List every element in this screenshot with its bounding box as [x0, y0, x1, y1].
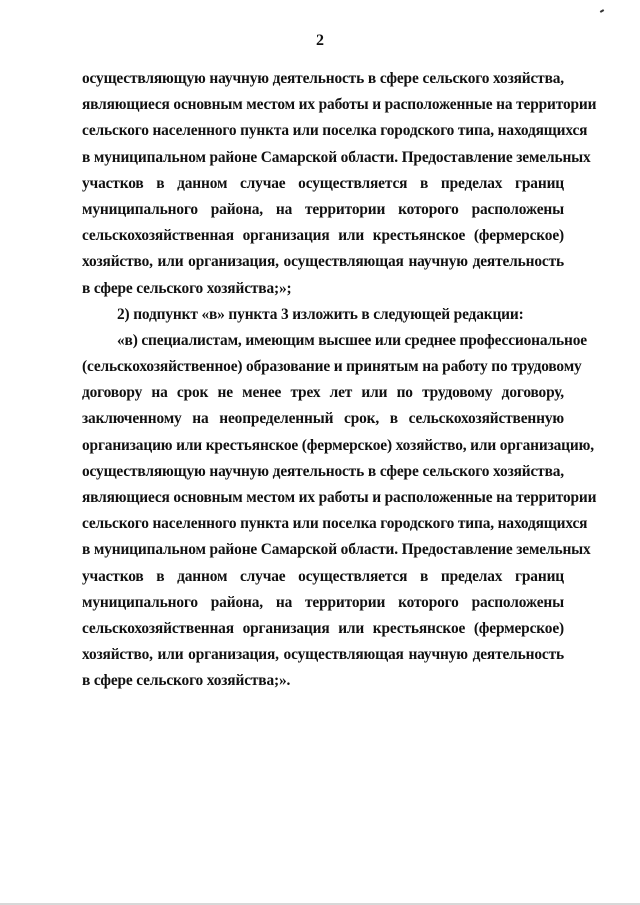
text-line: участков в данном случае осуществляется в пределах границ	[82, 567, 564, 585]
text-line: в сфере сельского хозяйства;»;	[82, 279, 292, 297]
text-line: муниципального района, на территории которого расположены	[82, 200, 564, 218]
text-line: в муниципальном районе Самарской области. Предоставление земельных	[82, 148, 591, 166]
text-line: сельского населенного пункта или поселка городского типа, находящихся	[82, 515, 588, 533]
text-line: сельскохозяйственная организация или крестьянское (фермерское)	[82, 619, 564, 637]
text-line: в сфере сельского хозяйства;».	[82, 672, 291, 690]
text-line: сельскохозяйственная организация или крестьянское (фермерское)	[82, 227, 564, 245]
text-line: осуществляющую научную деятельность в сфере сельского хозяйства,	[82, 70, 564, 87]
text-line: сельского населенного пункта или поселка городского типа, находящихся	[82, 122, 588, 140]
text-line: договору на срок не менее трех лет или по трудовому договору,	[82, 384, 564, 402]
page-number: 2	[316, 32, 324, 49]
text-line: участков в данном случае осуществляется в пределах границ	[82, 174, 564, 192]
text-line: муниципального района, на территории которого расположены	[82, 593, 564, 611]
text-line: 2) подпункт «в» пункта 3 изложить в следующей редакции:	[117, 305, 524, 323]
body-text	[82, 66, 597, 695]
text-line: в муниципальном районе Самарской области. Предоставление земельных	[82, 541, 591, 559]
text-line: являющиеся основным местом их работы и расположенные на территории	[82, 489, 597, 506]
text-line: «в) специалистам, имеющим высшее или среднее профессиональное	[117, 331, 587, 349]
text-line: (сельскохозяйственное) образование и принятым на работу по трудовому	[82, 358, 582, 376]
text-line: хозяйство, или организация, осуществляющая научную деятельность	[82, 253, 564, 271]
text-line: организацию или крестьянское (фермерское) хозяйство, или организацию,	[82, 436, 594, 454]
text-line: хозяйство, или организация, осуществляющая научную деятельность	[82, 646, 564, 664]
scan-artifact-mark	[600, 9, 604, 13]
text-line: осуществляющую научную деятельность в сфере сельского хозяйства,	[82, 462, 564, 480]
text-line: являющиеся основным местом их работы и расположенные на территории	[82, 96, 597, 114]
text-line: заключенному на неопределенный срок, в сельскохозяйственную	[82, 410, 564, 428]
